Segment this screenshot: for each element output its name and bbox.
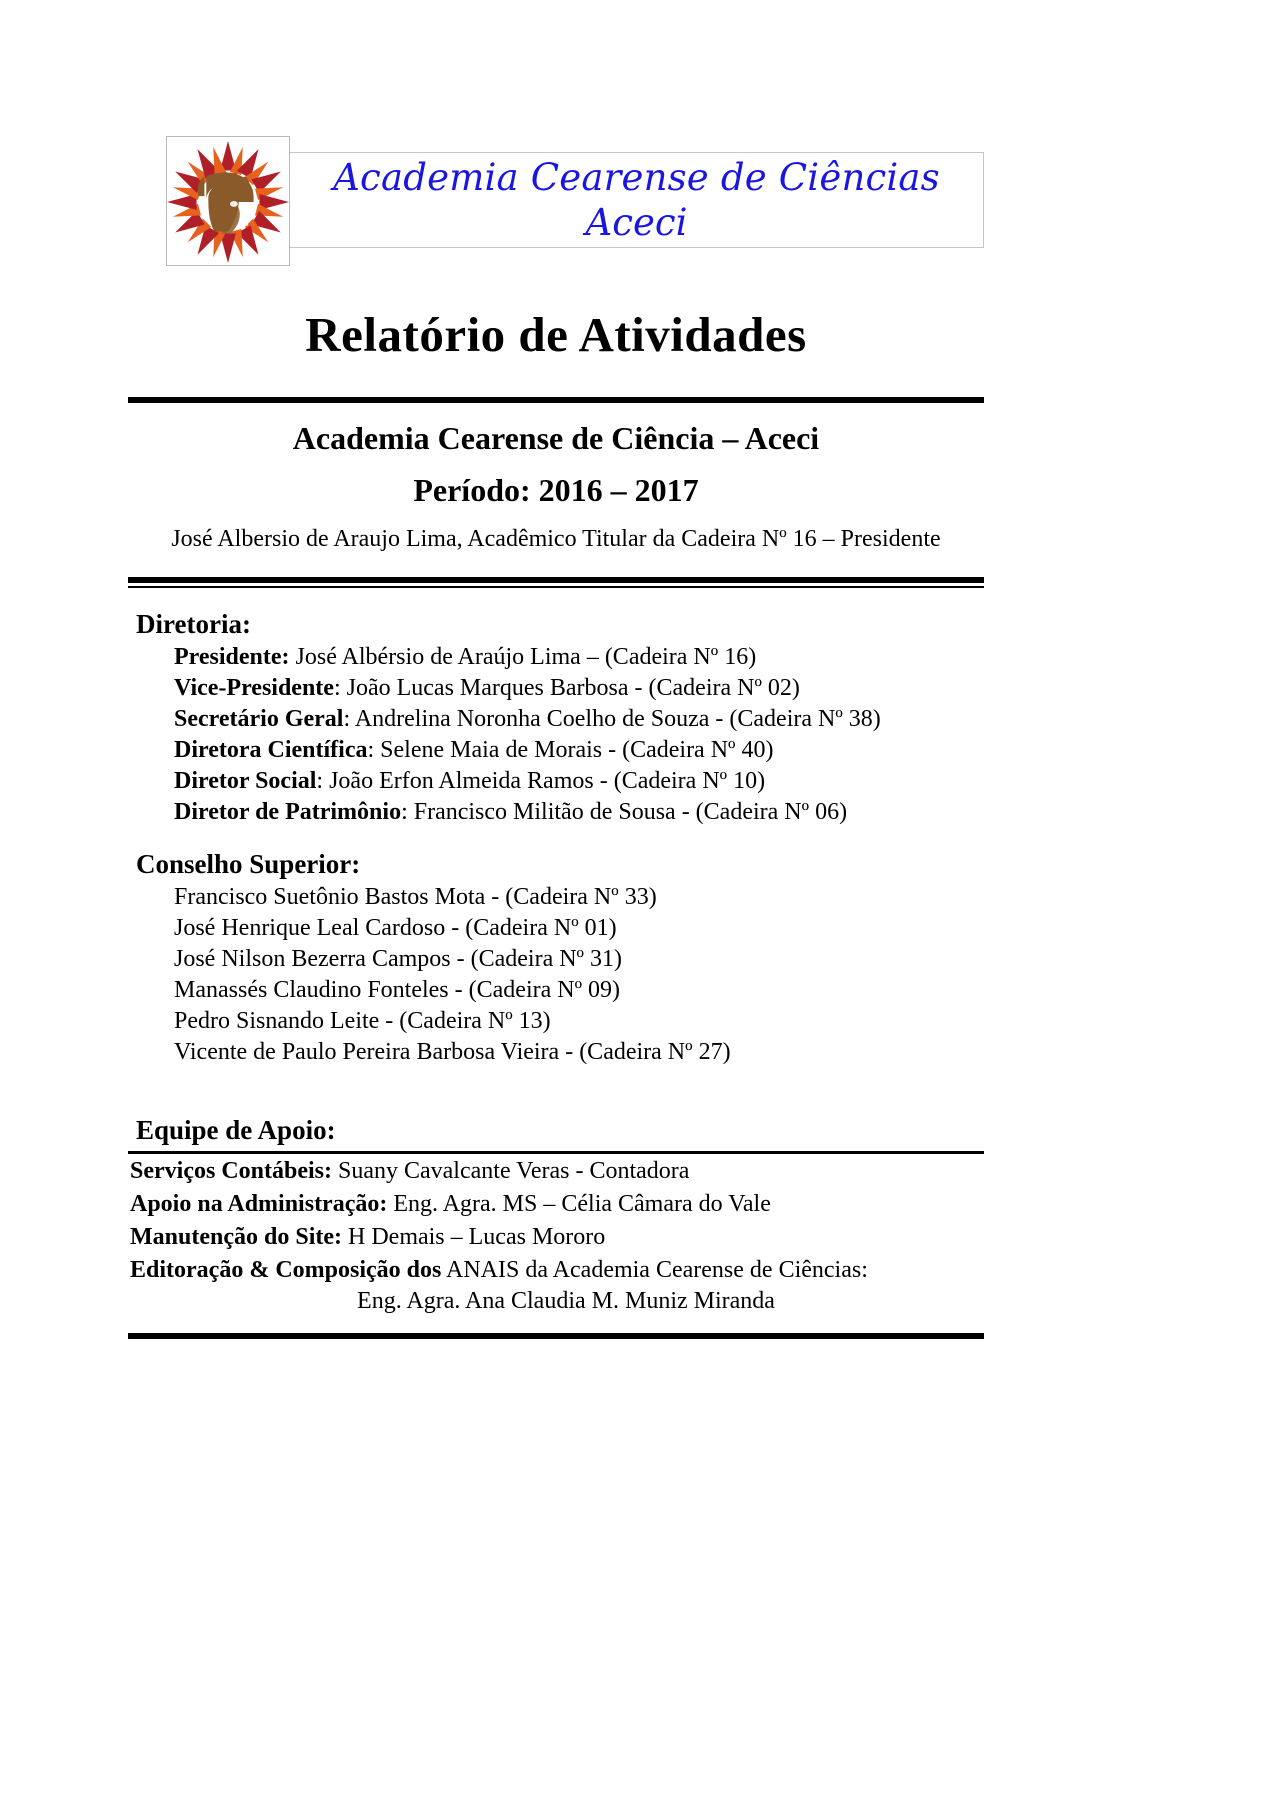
bottom-divider-rule — [128, 1333, 984, 1339]
apoio-label: Serviços Contábeis: — [130, 1157, 332, 1184]
logo-container — [166, 136, 290, 266]
section-conselho-superior — [128, 846, 984, 1068]
apoio-label: Editoração & Composição dos — [130, 1256, 442, 1283]
organization-name-line1: Academia Cearense de Ciências — [333, 156, 940, 199]
document-period: Período: 2016 – 2017 — [413, 471, 699, 508]
entry-label: Diretor de Patrimônio — [174, 798, 402, 825]
section-divider-rule — [128, 577, 984, 588]
entry-label: Diretor Social — [174, 767, 317, 794]
document-subtitle: Academia Cearense de Ciência – Aceci — [292, 419, 820, 456]
entry-value: : João Lucas Marques Barbosa - (Cadeira Nº 02) — [333, 674, 800, 701]
diretoria-heading: Diretoria: — [136, 608, 251, 639]
entry-value: José Albérsio de Araújo Lima – (Cadeira Nº 16) — [289, 643, 757, 670]
conselho-heading: Conselho Superior: — [136, 848, 361, 879]
conselho-list — [128, 882, 984, 1068]
list-item: Francisco Suetônio Bastos Mota - (Cadeira Nº 33) — [174, 883, 657, 910]
entry-value: : João Erfon Almeida Ramos - (Cadeira Nº 10) — [316, 767, 766, 794]
section-diretoria — [128, 606, 984, 828]
section-equipe-apoio — [128, 1112, 984, 1339]
apoio-divider-rule — [128, 1151, 984, 1154]
diretoria-list — [128, 642, 984, 828]
entry-label: Presidente: — [174, 643, 290, 670]
title-divider-rule — [128, 397, 984, 403]
list-item: Pedro Sisnando Leite - (Cadeira Nº 13) — [174, 1007, 551, 1034]
list-item: Manassés Claudino Fonteles - (Cadeira Nº 09) — [174, 976, 621, 1003]
apoio-value: Eng. Agra. MS – Célia Câmara do Vale — [387, 1190, 771, 1217]
entry-label: Diretora Científica — [174, 736, 368, 763]
apoio-line — [130, 1255, 984, 1286]
apoio-line — [130, 1156, 984, 1187]
document-content-column — [128, 0, 984, 1339]
list-item — [174, 797, 984, 828]
masthead — [128, 136, 984, 296]
masthead-text-container — [290, 152, 984, 248]
list-item — [174, 735, 984, 766]
apoio-line — [130, 1189, 984, 1220]
apoio-value: ANAIS da Academia Cearense de Ciências: — [441, 1256, 868, 1283]
list-item — [174, 766, 984, 797]
academy-crest-icon — [167, 137, 289, 265]
apoio-value: H Demais – Lucas Mororo — [342, 1223, 606, 1250]
apoio-line — [130, 1222, 984, 1253]
entry-value: : Andrelina Noronha Coelho de Souza - (Cadeira Nº 38) — [343, 705, 881, 732]
page-title: Relatório de Atividades — [305, 307, 807, 362]
apoio-continuation-line: Eng. Agra. Ana Claudia M. Muniz Miranda — [357, 1287, 775, 1314]
list-item: José Nilson Bezerra Campos - (Cadeira Nº 31) — [174, 945, 622, 972]
apoio-label: Manutenção do Site: — [130, 1223, 342, 1250]
list-item: Vicente de Paulo Pereira Barbosa Vieira - (Cadeira Nº 27) — [174, 1038, 731, 1065]
organization-name-line2: Aceci — [585, 201, 688, 244]
list-item: José Henrique Leal Cardoso - (Cadeira Nº 01) — [174, 914, 617, 941]
entry-label: Vice-Presidente — [174, 674, 334, 701]
list-item — [174, 704, 984, 735]
list-item — [174, 673, 984, 704]
apoio-value: Suany Cavalcante Veras - Contadora — [331, 1157, 690, 1184]
apoio-label: Apoio na Administração: — [130, 1190, 388, 1217]
entry-value: : Francisco Militão de Sousa - (Cadeira Nº 06) — [401, 798, 848, 825]
apoio-heading: Equipe de Apoio: — [136, 1114, 336, 1145]
document-author: José Albersio de Araujo Lima, Acadêmico Titular da Cadeira Nº 16 – Presidente — [171, 525, 941, 552]
entry-value: : Selene Maia de Morais - (Cadeira Nº 40) — [367, 736, 774, 763]
entry-label: Secretário Geral — [174, 705, 344, 732]
list-item — [174, 642, 984, 673]
